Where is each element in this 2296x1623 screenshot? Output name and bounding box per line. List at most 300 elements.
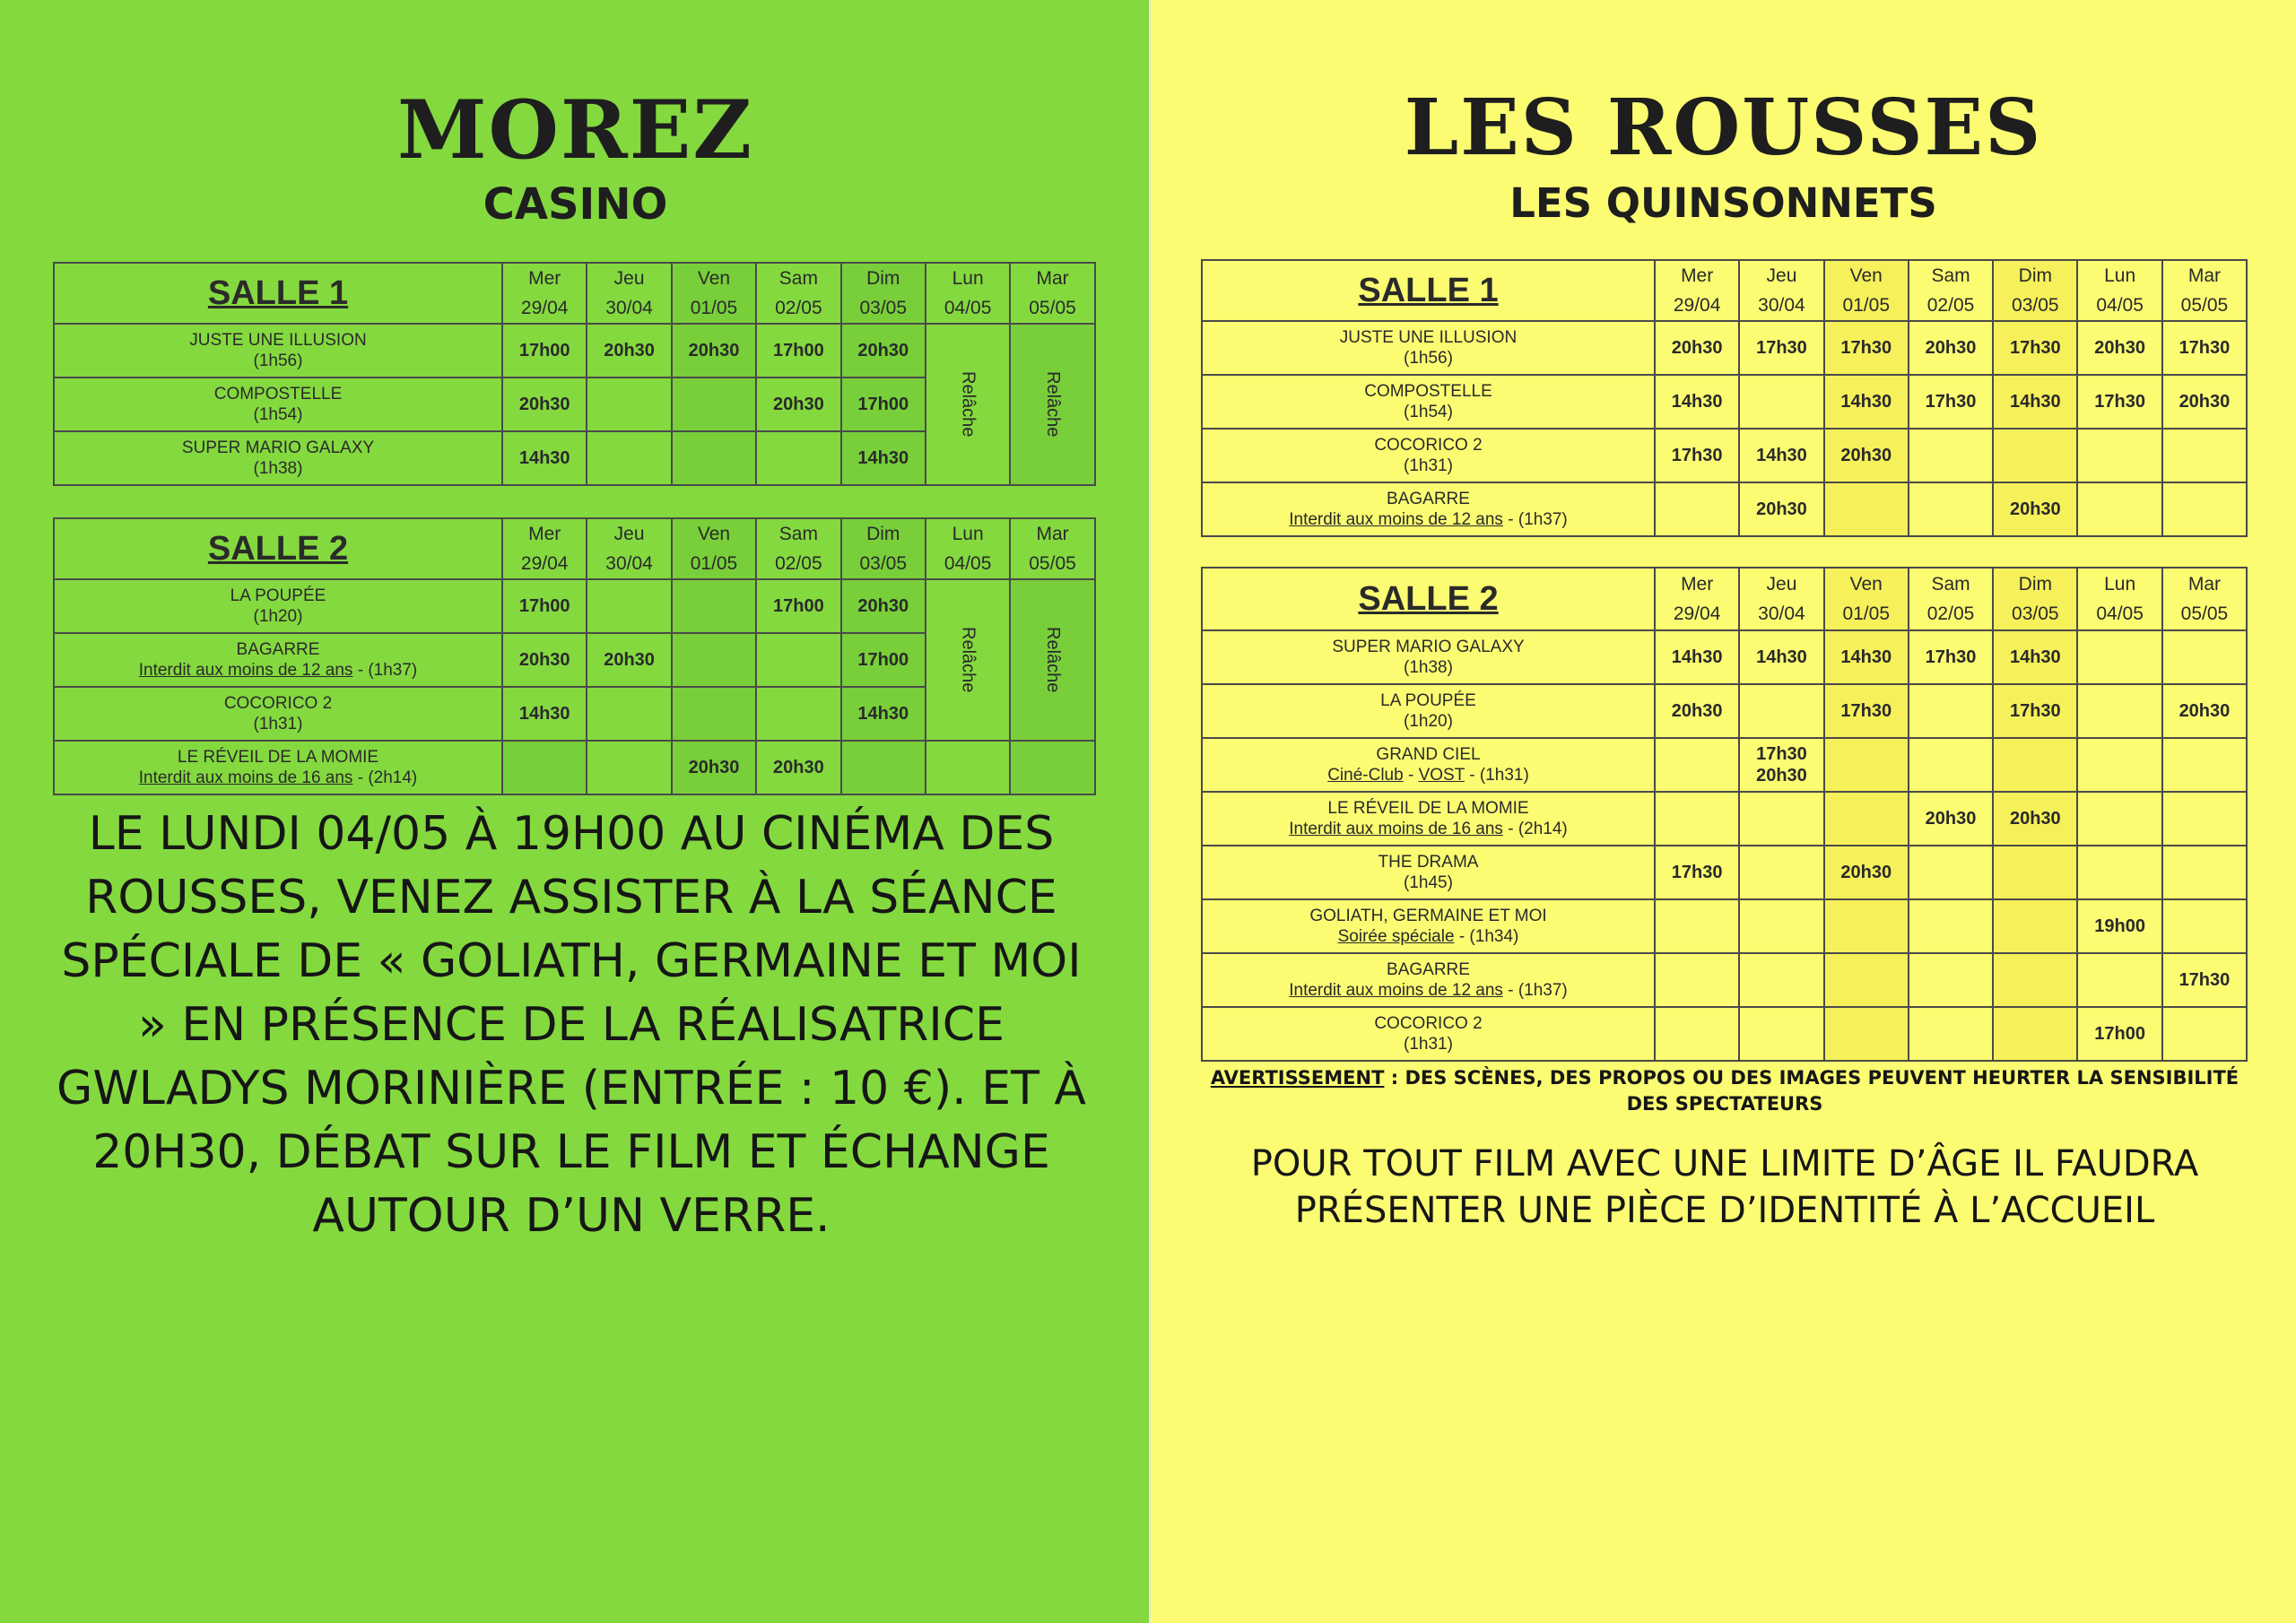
film-title: COMPOSTELLE	[1364, 382, 1492, 401]
showtime: 17h00	[756, 324, 840, 378]
film-cell	[1202, 792, 1655, 846]
showtime	[1909, 482, 1993, 536]
day-header	[502, 518, 587, 579]
film-cell	[1202, 375, 1655, 429]
day-date: 01/05	[690, 298, 738, 318]
showtime: 14h30	[1739, 630, 1823, 684]
film-duration: (1h54)	[1404, 403, 1453, 421]
day-name: Sam	[1931, 265, 1970, 286]
film-note: Ciné-Club	[1327, 766, 1404, 785]
showtime	[756, 687, 840, 741]
table-row	[54, 324, 1095, 378]
day-header	[756, 518, 840, 579]
showtime	[1909, 846, 1993, 899]
film-cell	[1202, 953, 1655, 1007]
showtime	[1739, 846, 1823, 899]
showtime	[587, 687, 671, 741]
showtime	[2162, 899, 2247, 953]
day-name: Mar	[1036, 268, 1069, 289]
age-limit-notice: POUR TOUT FILM AVEC UNE LIMITE D’ÂGE IL FAUDRA PRÉSENTER UNE PIÈCE D’IDENTITÉ À L’ACCUEIL	[1250, 1143, 2199, 1231]
showtime: 17h00	[841, 633, 926, 687]
film-title: SUPER MARIO GALAXY	[181, 438, 375, 457]
showtime	[1993, 429, 2077, 482]
day-header	[1909, 568, 1993, 630]
table-row	[1202, 630, 2247, 684]
film-cell	[54, 741, 502, 794]
film-note: Interdit aux moins de 12 ans	[1289, 510, 1503, 529]
day-name: Dim	[866, 524, 900, 544]
showtime: 14h30	[502, 687, 587, 741]
day-header	[841, 518, 926, 579]
day-header	[587, 518, 671, 579]
table-row	[1202, 429, 2247, 482]
day-date: 04/05	[2096, 603, 2144, 624]
showtime	[2077, 684, 2161, 738]
day-name: Mer	[528, 524, 561, 544]
showtime: 19h00	[2077, 899, 2161, 953]
showtime: 17h30	[2162, 321, 2247, 375]
showtime: 20h30	[1909, 321, 1993, 375]
showtime: 17h30	[2162, 953, 2247, 1007]
film-title: LA POUPÉE	[1380, 691, 1476, 710]
film-title: LE RÉVEIL DE LA MOMIE	[1327, 799, 1529, 818]
day-name: Lun	[2104, 574, 2136, 595]
day-date: 30/04	[1758, 295, 1805, 316]
film-title: JUSTE UNE ILLUSION	[1339, 328, 1518, 347]
relache-tuesday: Relâche	[1010, 324, 1094, 485]
film-title: COCORICO 2	[1374, 1014, 1483, 1033]
day-date: 04/05	[944, 553, 992, 574]
special-event-announcement: LE LUNDI 04/05 À 19H00 AU CINÉMA DES ROUSSES, VENEZ ASSISTER À LA SÉANCE SPÉCIALE DE « GOLIATH, GERMAINE ET MOI » EN PRÉSENCE DE LA RÉALISATRICE GWLADYS MORINIÈRE (ENTRÉE : 10 €). ET À 20H30, DÉBAT SUR LE FILM ET ÉCHANGE AUTOUR D’UN VERRE.	[57, 807, 1086, 1243]
showtime: 17h30	[1824, 684, 1909, 738]
showtime: 20h30	[1909, 792, 1993, 846]
film-note: Interdit aux moins de 12 ans	[138, 661, 353, 680]
day-date: 05/05	[2180, 603, 2229, 624]
day-header	[1993, 568, 2077, 630]
salle-label: SALLE 1	[1202, 260, 1655, 321]
showtime	[2162, 846, 2247, 899]
showtime	[2077, 630, 2161, 684]
showtime: 14h30	[1824, 375, 1909, 429]
showtime: 17h00	[2077, 1007, 2161, 1061]
film-duration: - (1h37)	[1508, 981, 1568, 1000]
day-name: Sam	[1931, 574, 1970, 595]
showtime	[672, 378, 756, 431]
showtime: 20h30	[1993, 792, 2077, 846]
table-row	[1202, 792, 2247, 846]
showtime	[1909, 1007, 1993, 1061]
day-date: 03/05	[859, 298, 908, 318]
day-name: Mer	[1681, 265, 1714, 286]
film-duration: (1h31)	[1404, 456, 1453, 475]
table-row	[1202, 738, 2247, 792]
film-cell	[1202, 630, 1655, 684]
showtime	[2162, 1007, 2247, 1061]
day-header	[2162, 260, 2247, 321]
day-name: Dim	[2018, 574, 2052, 595]
film-cell	[1202, 899, 1655, 953]
film-cell	[54, 431, 502, 485]
showtime	[587, 741, 671, 794]
day-date: 30/04	[605, 298, 653, 318]
cinema-title: MOREZ	[396, 82, 754, 178]
showtime	[1824, 953, 1909, 1007]
showtime	[2162, 738, 2247, 792]
showtime: 17h30	[1993, 684, 2077, 738]
showtime	[1993, 1007, 2077, 1061]
showtime: 14h30	[1655, 630, 1739, 684]
film-cell	[1202, 321, 1655, 375]
day-name: Ven	[697, 524, 731, 544]
showtime	[1824, 899, 1909, 953]
film-cell	[54, 633, 502, 687]
warning-label: AVERTISSEMENT	[1210, 1067, 1385, 1089]
showtime: 20h30	[1824, 429, 1909, 482]
salle-label: SALLE 2	[54, 518, 502, 579]
film-title: GOLIATH, GERMAINE ET MOI	[1309, 907, 1547, 925]
day-date: 02/05	[1926, 603, 1975, 624]
day-header	[1655, 260, 1739, 321]
day-date: 05/05	[1029, 298, 1076, 318]
showtime: 17h30 20h30	[1739, 738, 1823, 792]
showtime: 17h30	[1993, 321, 2077, 375]
showtime	[1655, 738, 1739, 792]
showtime	[1010, 741, 1094, 794]
day-date: 03/05	[859, 553, 908, 574]
relache-tuesday: Relâche	[1010, 579, 1094, 741]
day-date: 02/05	[1926, 295, 1975, 316]
day-name: Lun	[2104, 265, 2136, 286]
film-cell	[1202, 846, 1655, 899]
showtime: 20h30	[1739, 482, 1823, 536]
showtime	[1909, 953, 1993, 1007]
day-date: 29/04	[1673, 295, 1721, 316]
showtime: 20h30	[1824, 846, 1909, 899]
showtime: 14h30	[1993, 630, 2077, 684]
film-cell: GRAND CIEL Ciné-Club - VOST - (1h31)	[1202, 738, 1655, 792]
day-header	[926, 263, 1010, 324]
showtime	[2077, 846, 2161, 899]
day-header	[2077, 568, 2161, 630]
film-title: LA POUPÉE	[230, 586, 326, 605]
day-date: 03/05	[2012, 295, 2059, 316]
film-cell	[1202, 1007, 1655, 1061]
showtime	[1909, 899, 1993, 953]
day-name: Sam	[778, 268, 818, 289]
content-warning	[1187, 1065, 2263, 1117]
showtime: 14h30	[502, 431, 587, 485]
film-title: SUPER MARIO GALAXY	[1332, 638, 1525, 656]
showtime	[672, 579, 756, 633]
day-name: Ven	[1849, 574, 1883, 595]
cinema-subtitle: CASINO	[483, 179, 668, 230]
showtime	[756, 633, 840, 687]
day-header	[926, 518, 1010, 579]
day-name: Dim	[2018, 265, 2052, 286]
showtime: 20h30	[672, 324, 756, 378]
film-duration: (1h20)	[1404, 712, 1453, 731]
showtime	[1909, 684, 1993, 738]
table-row	[1202, 1007, 2247, 1061]
showtime	[672, 633, 756, 687]
film-duration: (1h56)	[1404, 349, 1453, 368]
film-note: Soirée spéciale	[1337, 927, 1455, 946]
showtime	[2162, 482, 2247, 536]
day-name: Jeu	[613, 268, 645, 289]
showtime: 20h30	[1655, 321, 1739, 375]
day-date: 01/05	[1842, 603, 1891, 624]
day-name: Mar	[2187, 574, 2222, 595]
showtime: 20h30	[756, 741, 840, 794]
showtime: 17h00	[502, 324, 587, 378]
day-date: 05/05	[2180, 295, 2229, 316]
salle-label: SALLE 1	[54, 263, 502, 324]
showtime: 20h30	[587, 324, 671, 378]
day-date: 01/05	[1842, 295, 1891, 316]
day-name: Dim	[866, 268, 900, 289]
showtime	[1655, 1007, 1739, 1061]
day-name: Jeu	[613, 524, 645, 544]
salle-2-schedule	[1201, 567, 2248, 1062]
showtime	[1655, 899, 1739, 953]
day-name: Ven	[1849, 265, 1883, 286]
film-duration: - (2h14)	[1508, 820, 1568, 838]
showtime	[1909, 738, 1993, 792]
showtime	[1739, 899, 1823, 953]
film-duration: (1h20)	[253, 607, 303, 626]
showtime: 14h30	[1655, 375, 1739, 429]
warning-text: : DES SCÈNES, DES PROPOS OU DES IMAGES PEUVENT HEURTER LA SENSIBILITÉ DES SPECTATEURS	[1384, 1067, 2239, 1115]
day-header	[756, 263, 840, 324]
film-note: Interdit aux moins de 12 ans	[1289, 981, 1503, 1000]
table-row	[1202, 953, 2247, 1007]
day-header	[587, 263, 671, 324]
day-name: Mar	[2187, 265, 2222, 286]
showtime: 20h30	[502, 378, 587, 431]
salle-1-schedule	[53, 262, 1096, 486]
showtime	[1739, 792, 1823, 846]
film-duration: (1h56)	[253, 352, 303, 370]
cinema-title: LES ROUSSES	[1404, 82, 2043, 173]
showtime	[1739, 953, 1823, 1007]
showtime: 17h30	[1909, 630, 1993, 684]
day-date: 30/04	[1758, 603, 1805, 624]
film-title: GRAND CIEL	[1376, 745, 1481, 764]
film-duration: - (1h34)	[1458, 927, 1519, 946]
showtime: 14h30	[841, 431, 926, 485]
film-cell	[54, 324, 502, 378]
film-duration: (1h54)	[253, 405, 303, 424]
film-cell	[54, 378, 502, 431]
film-title: LE RÉVEIL DE LA MOMIE	[177, 748, 379, 767]
showtime: 17h00	[756, 579, 840, 633]
les-rousses-panel	[1151, 0, 2296, 1623]
showtime	[1824, 1007, 1909, 1061]
table-row	[1202, 684, 2247, 738]
showtime	[672, 431, 756, 485]
day-date: 02/05	[775, 298, 822, 318]
showtime	[672, 687, 756, 741]
showtime: 14h30	[1739, 429, 1823, 482]
salle-1-schedule	[1201, 259, 2248, 537]
day-header	[672, 518, 756, 579]
showtime: 17h30	[1824, 321, 1909, 375]
film-title: BAGARRE	[1387, 490, 1470, 508]
film-duration: - (1h37)	[357, 661, 418, 680]
day-date: 29/04	[1673, 603, 1721, 624]
film-cell	[54, 687, 502, 741]
film-duration: (1h45)	[1404, 873, 1453, 892]
showtime	[2077, 738, 2161, 792]
showtime: 17h30	[2077, 375, 2161, 429]
showtime: 17h30	[1909, 375, 1993, 429]
day-header	[1824, 568, 1909, 630]
showtime	[1993, 846, 2077, 899]
day-date: 30/04	[605, 553, 653, 574]
showtime: 20h30	[1655, 684, 1739, 738]
day-date: 03/05	[2012, 603, 2059, 624]
day-name: Sam	[778, 524, 818, 544]
showtime	[587, 579, 671, 633]
table-row	[54, 741, 1095, 794]
showtime	[1993, 738, 2077, 792]
day-header	[672, 263, 756, 324]
day-header	[2077, 260, 2161, 321]
film-title: BAGARRE	[236, 640, 320, 659]
showtime: 20h30	[672, 741, 756, 794]
film-title: THE DRAMA	[1378, 853, 1479, 872]
film-duration: - (1h37)	[1508, 510, 1568, 529]
showtime	[2162, 792, 2247, 846]
showtime	[1655, 953, 1739, 1007]
showtime	[1824, 482, 1909, 536]
day-date: 04/05	[2096, 295, 2144, 316]
day-header	[2162, 568, 2247, 630]
showtime: 20h30	[2162, 375, 2247, 429]
film-note: Interdit aux moins de 16 ans	[138, 768, 353, 787]
film-title: COCORICO 2	[223, 694, 333, 713]
showtime	[1739, 684, 1823, 738]
showtime	[1739, 1007, 1823, 1061]
showtime: 17h30	[1655, 429, 1739, 482]
table-row	[1202, 482, 2247, 536]
showtime	[1824, 792, 1909, 846]
showtime	[502, 741, 587, 794]
day-date: 05/05	[1029, 553, 1076, 574]
showtime	[1655, 792, 1739, 846]
day-date: 01/05	[690, 553, 738, 574]
table-row	[1202, 375, 2247, 429]
showtime	[756, 431, 840, 485]
showtime: 17h30	[1655, 846, 1739, 899]
showtime	[2162, 630, 2247, 684]
film-title: BAGARRE	[1387, 960, 1470, 979]
film-note-2: VOST	[1418, 766, 1465, 785]
showtime	[587, 431, 671, 485]
showtime	[2077, 429, 2161, 482]
showtime: 14h30	[1993, 375, 2077, 429]
showtime: 20h30	[756, 378, 840, 431]
film-duration: (1h38)	[253, 459, 303, 478]
film-cell	[1202, 684, 1655, 738]
showtime: 20h30	[2077, 321, 2161, 375]
showtime	[1655, 482, 1739, 536]
showtime: 17h30	[1739, 321, 1823, 375]
day-header	[841, 263, 926, 324]
showtime	[926, 741, 1010, 794]
day-header	[1010, 518, 1094, 579]
relache-monday: Relâche	[926, 324, 1010, 485]
day-header	[1655, 568, 1739, 630]
day-date: 29/04	[520, 298, 569, 318]
day-name: Ven	[697, 268, 731, 289]
film-cell	[54, 579, 502, 633]
showtime	[2077, 953, 2161, 1007]
day-name: Mer	[1681, 574, 1714, 595]
showtime	[1993, 953, 2077, 1007]
film-note: Interdit aux moins de 16 ans	[1289, 820, 1503, 838]
day-date: 04/05	[944, 298, 992, 318]
day-header	[1909, 260, 1993, 321]
showtime	[1739, 375, 1823, 429]
showtime	[1909, 429, 1993, 482]
day-name: Lun	[952, 524, 984, 544]
film-duration: - (2h14)	[357, 768, 418, 787]
day-header	[1824, 260, 1909, 321]
day-header	[1010, 263, 1094, 324]
film-cell	[1202, 429, 1655, 482]
day-name: Lun	[952, 268, 984, 289]
showtime: 17h00	[841, 378, 926, 431]
day-date: 02/05	[775, 553, 822, 574]
day-name: Jeu	[1766, 574, 1797, 595]
film-duration: (1h38)	[1404, 658, 1453, 677]
day-header	[1993, 260, 2077, 321]
salle-2-schedule	[53, 517, 1096, 795]
film-duration: (1h31)	[253, 715, 303, 733]
showtime: 14h30	[1824, 630, 1909, 684]
table-row	[1202, 846, 2247, 899]
showtime	[1993, 899, 2077, 953]
table-row	[1202, 321, 2247, 375]
showtime: 20h30	[502, 633, 587, 687]
showtime: 20h30	[841, 324, 926, 378]
day-date: 29/04	[520, 553, 569, 574]
table-row	[54, 579, 1095, 633]
day-name: Mer	[528, 268, 561, 289]
showtime: 20h30	[841, 579, 926, 633]
film-duration: - (1h31)	[1469, 766, 1529, 785]
showtime	[587, 378, 671, 431]
day-header	[502, 263, 587, 324]
day-name: Jeu	[1766, 265, 1797, 286]
day-header	[1739, 568, 1823, 630]
film-duration: (1h31)	[1404, 1035, 1453, 1054]
showtime	[2162, 429, 2247, 482]
table-row	[1202, 899, 2247, 953]
showtime	[2077, 792, 2161, 846]
showtime	[1824, 738, 1909, 792]
film-title: COCORICO 2	[1374, 436, 1483, 455]
showtime	[841, 741, 926, 794]
salle-label: SALLE 2	[1202, 568, 1655, 630]
film-title: JUSTE UNE ILLUSION	[189, 331, 367, 350]
showtime: 20h30	[1993, 482, 2077, 536]
day-name: Mar	[1036, 524, 1069, 544]
cinema-subtitle: LES QUINSONNETS	[1509, 179, 1937, 227]
relache-monday: Relâche	[926, 579, 1010, 741]
showtime: 20h30	[587, 633, 671, 687]
